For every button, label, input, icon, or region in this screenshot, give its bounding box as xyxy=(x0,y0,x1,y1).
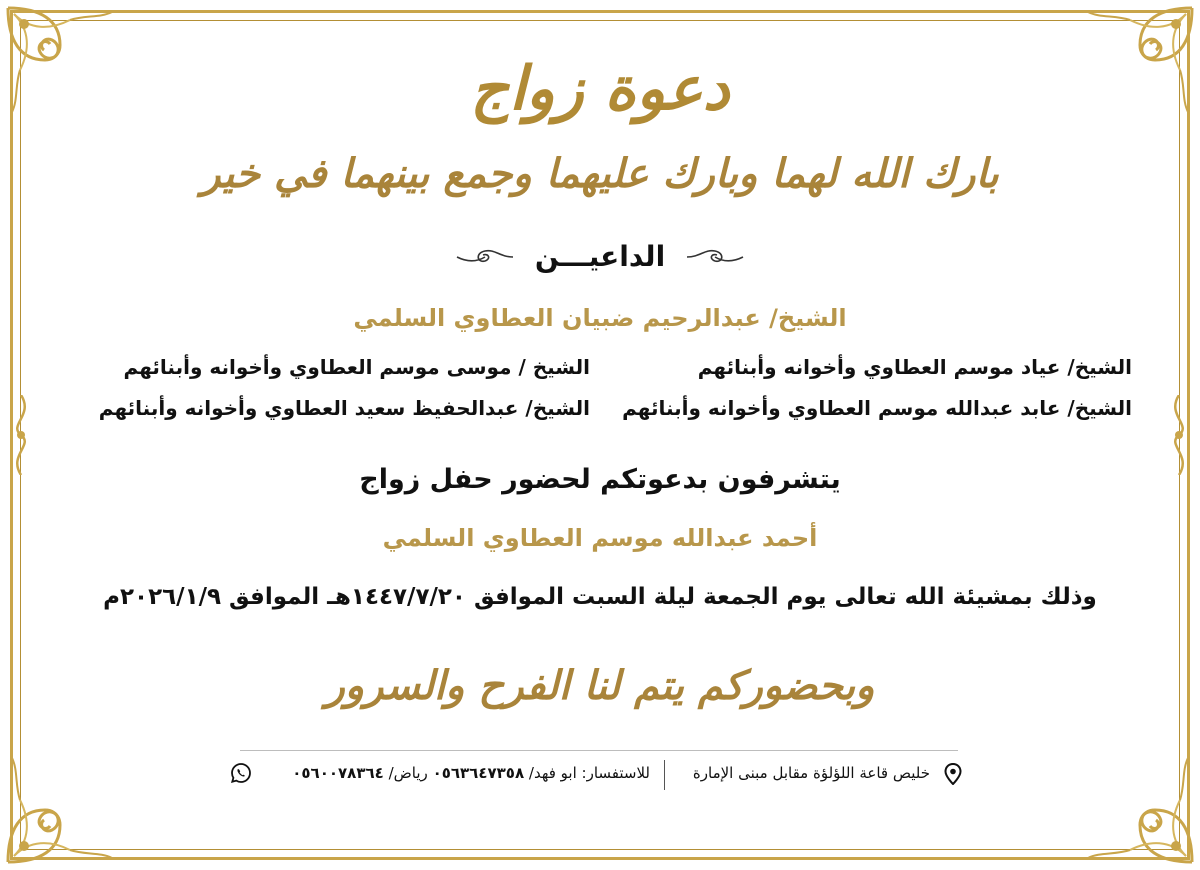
swirl-right-icon xyxy=(685,247,745,267)
corner-ornament-bottom-right xyxy=(1080,750,1200,870)
host-3: الشيخ/ عابد عبدالله موسم العطاوي وأخوانه وأبنائهم xyxy=(622,396,1132,420)
contact-info xyxy=(292,764,650,782)
closing-calligraphy: وبحضوركم يتم لنا الفرح والسرور xyxy=(325,662,875,709)
inquiry-name-2: رياض/ xyxy=(388,764,428,782)
host-2: الشيخ / موسى موسم العطاوي وأخوانه وأبنائهم xyxy=(123,355,590,379)
phone-number-1[interactable]: ٠٥٦٣٦٤٧٣٥٨ xyxy=(432,764,525,782)
inner-border xyxy=(20,20,1180,850)
date-line: وذلك بمشيئة الله تعالى يوم الجمعة ليلة السبت الموافق ١٤٤٧/٧/٢٠هـ الموافق ٢٠٢٦/١/٩م xyxy=(103,584,1097,610)
chief-host: الشيخ/ عبدالرحيم ضبيان العطاوي السلمي xyxy=(353,304,847,332)
inquiry-label: للاستفسار: ابو فهد/ xyxy=(528,764,650,782)
footer-separator xyxy=(664,760,665,790)
side-ornament-right xyxy=(1164,395,1194,475)
footer-divider xyxy=(240,750,958,751)
invitation-title: دعوة زواج xyxy=(470,54,730,124)
venue-location: خليص قاعة اللؤلؤة مقابل مبنى الإمارة xyxy=(692,764,930,782)
host-4: الشيخ/ عبدالحفيظ سعيد العطاوي وأخوانه وأبنائهم xyxy=(98,396,590,420)
host-1: الشيخ/ عياد موسم العطاوي وأخوانه وأبنائهم xyxy=(697,355,1132,379)
whatsapp-icon[interactable] xyxy=(230,762,252,784)
side-ornament-left xyxy=(6,395,36,475)
invite-line: يتشرفون بدعوتكم لحضور حفل زواج xyxy=(359,464,841,495)
corner-ornament-bottom-left xyxy=(0,750,120,870)
hosts-heading: الداعيـــن xyxy=(534,240,666,273)
phone-number-2[interactable]: ٠٥٦٠٠٧٨٣٦٤ xyxy=(292,764,384,782)
map-pin-icon xyxy=(944,763,962,785)
blessing-calligraphy: بارك الله لهما وبارك عليهما وجمع بينهما في خير xyxy=(201,150,999,197)
groom-name: أحمد عبدالله موسم العطاوي السلمي xyxy=(382,524,818,552)
